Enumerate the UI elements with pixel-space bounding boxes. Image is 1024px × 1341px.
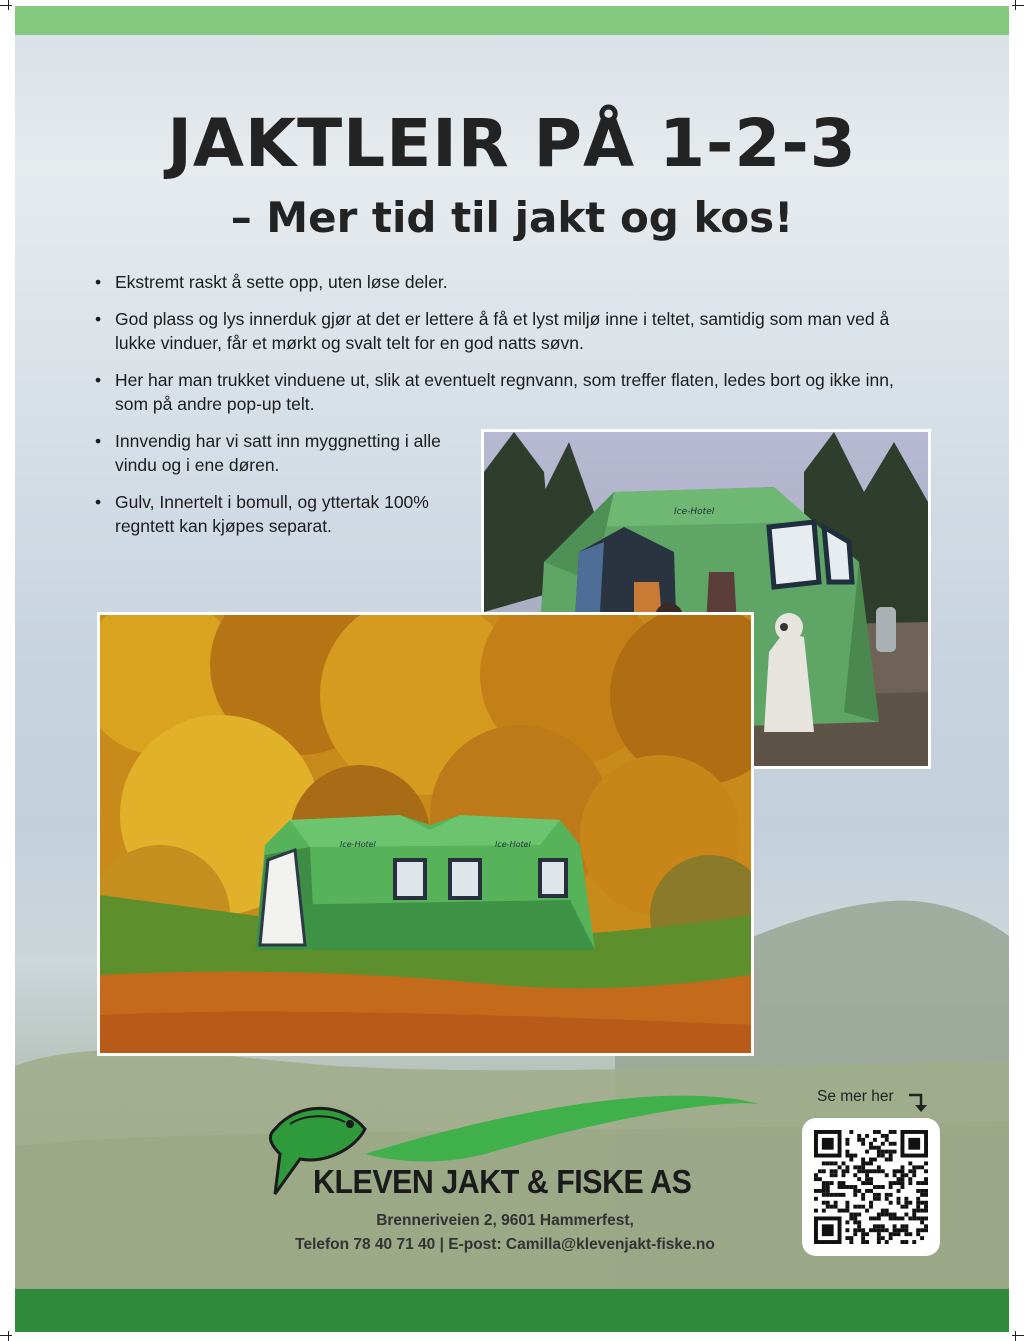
flyer-page bbox=[15, 6, 1009, 1332]
feature-item: • Gulv, Innertelt i bomull, og yttertak 100% regntett kan kjøpes separat. bbox=[95, 490, 460, 538]
bottom-green-band bbox=[15, 1289, 1009, 1332]
top-green-band bbox=[15, 6, 1009, 35]
qr-code[interactable] bbox=[802, 1118, 940, 1256]
feature-item: • Innvendig har vi satt inn myggnetting i alle vindu og i ene døren. bbox=[95, 429, 460, 477]
company-address-block bbox=[255, 1209, 755, 1257]
feature-item: • God plass og lys innerduk gjør at det er lettere å få et lyst miljø inne i teltet, samtidig som man ved å lukke vinduer, får et mørkt og svalt telt for en god natts søvn. bbox=[95, 307, 895, 355]
svg-text:Ice-Hotel: Ice-Hotel bbox=[340, 840, 376, 849]
photo-tent-autumn-forest bbox=[97, 612, 754, 1056]
company-address: Brenneriveien 2, 9601 Hammerfest, bbox=[376, 1212, 634, 1229]
qr-code-pattern bbox=[814, 1130, 928, 1244]
headline: JAKTLEIR PÅ 1-2-3 bbox=[167, 105, 857, 182]
svg-text:Ice-Hotel: Ice-Hotel bbox=[674, 507, 715, 517]
feature-item: • Ekstremt raskt å sette opp, uten løse deler. bbox=[95, 270, 895, 294]
svg-text:Ice-Hotel: Ice-Hotel bbox=[495, 840, 531, 849]
feature-item: • Her har man trukket vinduene ut, slik at eventuelt regnvann, som treffer flaten, ledes bort og ikke inn, som på andre pop-up telt. bbox=[95, 368, 895, 416]
subheadline: – Mer tid til jakt og kos! bbox=[230, 193, 794, 242]
arrow-down-right-icon bbox=[907, 1092, 927, 1114]
company-name: KLEVEN JAKT & FISKE AS bbox=[313, 1163, 692, 1200]
company-contact: Telefon 78 40 71 40 | E-post: Camilla@klevenjakt-fiske.no bbox=[295, 1236, 715, 1253]
qr-label: Se mer her bbox=[817, 1088, 894, 1105]
